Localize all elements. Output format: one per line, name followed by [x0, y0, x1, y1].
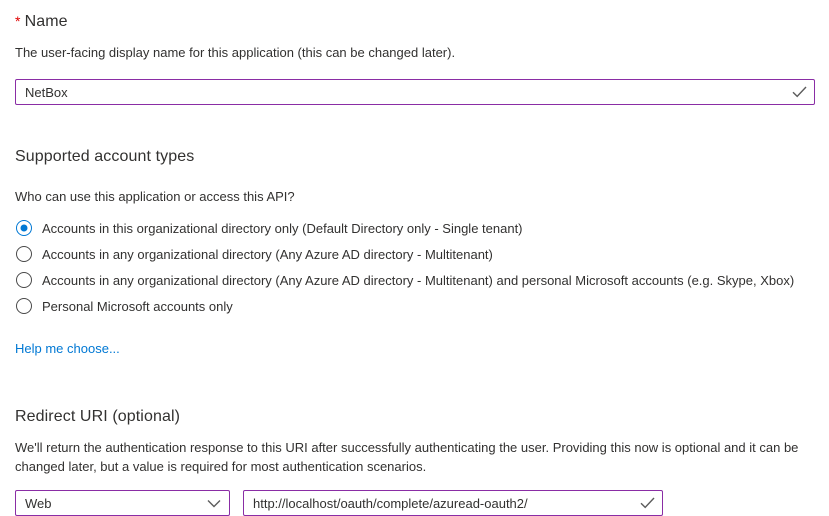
redirect-uri-title: Redirect URI (optional) [15, 408, 181, 425]
radio-multitenant[interactable] [15, 241, 815, 267]
radio-unselected-icon[interactable] [16, 298, 32, 314]
radio-label: Accounts in any organizational directory (Any Azure AD directory - Multitenant) [42, 246, 493, 262]
account-types-radio-group [15, 215, 815, 319]
radio-label: Accounts in this organizational directory only (Default Directory only - Single tenant) [42, 220, 523, 236]
valid-checkmark-icon [639, 495, 655, 511]
name-section-title: Name [24, 13, 68, 30]
name-input-wrap [15, 79, 815, 105]
account-types-section [15, 148, 815, 358]
radio-single-tenant[interactable] [15, 215, 815, 241]
name-section-header [15, 13, 815, 31]
valid-checkmark-icon [791, 84, 807, 100]
radio-unselected-icon[interactable] [16, 272, 32, 288]
platform-select-wrap [15, 490, 230, 516]
redirect-uri-input[interactable] [243, 490, 663, 516]
redirect-uri-input-wrap [243, 490, 663, 516]
name-input[interactable] [15, 79, 815, 105]
redirect-uri-section [15, 408, 815, 516]
radio-personal-only[interactable] [15, 293, 815, 319]
radio-label: Accounts in any organizational directory (Any Azure AD directory - Multitenant) and personal Microsoft accounts (e.g. Skype, Xbox) [42, 272, 795, 288]
redirect-uri-inputs [15, 490, 815, 516]
help-me-choose-link[interactable]: Help me choose... [15, 341, 120, 356]
redirect-uri-description: We'll return the authentication response to this URI after successfully authenticating the user. Providing this now is optional and it can be changed later, but a value is required for most authentication scenarios. [15, 440, 799, 474]
name-description: The user-facing display name for this application (this can be changed later). [15, 45, 456, 60]
platform-select[interactable] [15, 490, 230, 516]
required-asterisk: * [15, 13, 21, 29]
platform-select-value: Web [25, 495, 52, 511]
radio-label: Personal Microsoft accounts only [42, 298, 233, 314]
account-types-question: Who can use this application or access this API? [15, 189, 295, 204]
radio-unselected-icon[interactable] [16, 246, 32, 262]
radio-selected-icon[interactable] [16, 220, 32, 236]
account-types-title: Supported account types [15, 148, 195, 165]
radio-multitenant-personal[interactable] [15, 267, 815, 293]
chevron-down-icon [206, 495, 222, 511]
